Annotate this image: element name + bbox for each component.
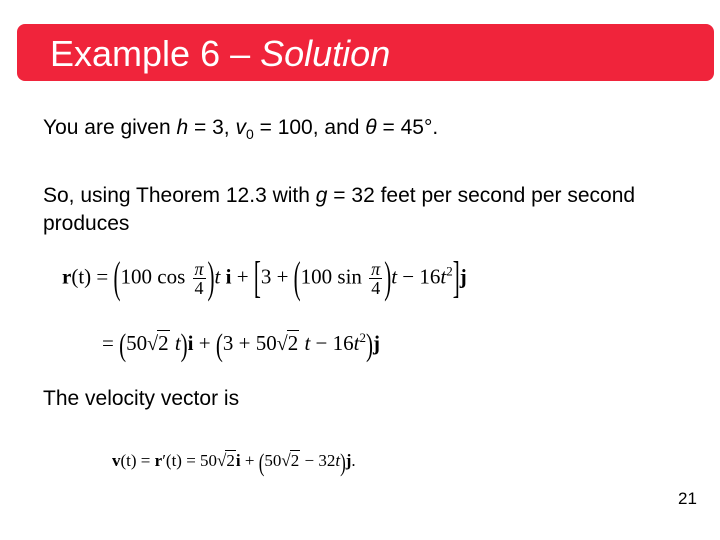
paren-close-2: ) [384, 252, 392, 303]
eq1-100cos: 100 cos [120, 264, 191, 289]
eq3-equals-50: = 50 [181, 451, 218, 470]
paren-open: ( [258, 447, 265, 477]
sqrt-radicand-2: 2 [287, 331, 299, 355]
pi-over-4-fraction-2 [369, 260, 382, 297]
v-vector: v [112, 451, 121, 470]
j-unit: j [372, 331, 380, 355]
sqrt-radicand-2: 2 [290, 451, 300, 470]
sqrt-sign-icon-2: √ [276, 333, 288, 355]
eq3-fifty: 50 [264, 451, 282, 470]
title-main: Example 6 – [50, 33, 261, 74]
eq2-t-3: t [353, 331, 360, 355]
var-theta: θ [365, 116, 377, 139]
eq2-plus: + [193, 331, 216, 355]
given-values-paragraph [43, 114, 438, 148]
eq1-100sin: 100 sin [300, 264, 368, 289]
eq1-minus16: − 16 [397, 264, 441, 289]
given-v-value: = 100, and [253, 116, 366, 139]
theorem-text: So, using Theorem 12.3 with [43, 184, 316, 207]
sqrt-sign-icon: √ [147, 333, 159, 355]
paren-open: ( [119, 326, 127, 363]
title-bar [17, 24, 714, 81]
eq3-arg: (t) [120, 451, 137, 470]
r-vector: r [62, 264, 72, 289]
eq2-t: t [169, 331, 181, 355]
eq2-equals: = [102, 331, 120, 355]
var-v: v [235, 116, 246, 139]
eq3-period: . [351, 451, 356, 470]
eq1-exp: 2 [446, 263, 453, 279]
given-text: You are given [43, 116, 177, 139]
r-vector: r [154, 451, 163, 470]
title-subtitle: Solution [260, 33, 391, 74]
sqrt-2-b [277, 331, 299, 356]
paren-open-2: ( [215, 326, 223, 363]
eq2-exp: 2 [359, 330, 366, 345]
frac-4: 4 [194, 278, 204, 298]
eq1-t: t [214, 264, 221, 289]
sqrt-2-b [281, 451, 300, 471]
eq3-prime-arg: ′(t) [162, 451, 182, 470]
theorem-text-rest: = 32 feet per second per second produces [43, 184, 636, 235]
eq2-three-fifty: 3 + 50 [222, 331, 277, 355]
given-theta-value: = 45°. [376, 116, 439, 139]
eq1-equals: = [91, 264, 114, 289]
paren-open-2: ( [293, 252, 301, 303]
eq3-t: t [335, 451, 341, 470]
pi-over-4-fraction [193, 260, 206, 297]
page-number: 21 [678, 489, 697, 508]
paren-close-2: ) [365, 326, 373, 363]
var-v-subscript: 0 [245, 126, 254, 143]
eq3-minus32: − 32 [300, 451, 336, 470]
paren-close: ) [207, 252, 215, 303]
slide-title [50, 33, 390, 75]
sqrt-2 [147, 331, 169, 356]
i-unit: i [235, 451, 241, 470]
sqrt-radicand: 2 [158, 331, 169, 355]
eq2-fifty: 50 [126, 331, 148, 355]
velocity-paragraph: The velocity vector is [43, 387, 240, 410]
eq3-equals: = [136, 451, 155, 470]
var-h: h [176, 116, 189, 139]
paren-open: ( [113, 252, 121, 303]
frac-4-2: 4 [371, 278, 381, 298]
i-unit: i [225, 264, 232, 289]
sqrt-radicand: 2 [226, 451, 235, 470]
frac-pi: π [194, 259, 204, 279]
eq3-plus: + [240, 451, 259, 470]
sqrt-sign-icon-2: √ [281, 451, 291, 470]
eq2-t-2: t [299, 331, 311, 355]
bracket-open: [ [253, 252, 261, 303]
eq1-three: 3 + [260, 264, 294, 289]
j-unit: j [345, 451, 352, 470]
position-equation-1 [62, 252, 467, 303]
frac-pi-2: π [371, 259, 381, 279]
var-g: g [315, 184, 328, 207]
eq1-plus: + [231, 264, 254, 289]
theorem-paragraph [43, 182, 683, 238]
bracket-close: ] [452, 252, 460, 303]
j-unit: j [459, 264, 467, 289]
position-equation-2 [102, 326, 380, 363]
paren-close: ) [180, 326, 188, 363]
eq1-t-2: t [391, 264, 398, 289]
given-h-value: = 3, [188, 116, 236, 139]
eq2-minus16: − 16 [310, 331, 354, 355]
sqrt-2 [217, 451, 236, 471]
paren-close: ) [340, 447, 346, 477]
sqrt-sign-icon: √ [217, 451, 227, 470]
i-unit: i [187, 331, 194, 355]
velocity-equation [112, 447, 356, 477]
eq1-arg: (t) [71, 264, 92, 289]
eq1-t-3: t [440, 264, 447, 289]
